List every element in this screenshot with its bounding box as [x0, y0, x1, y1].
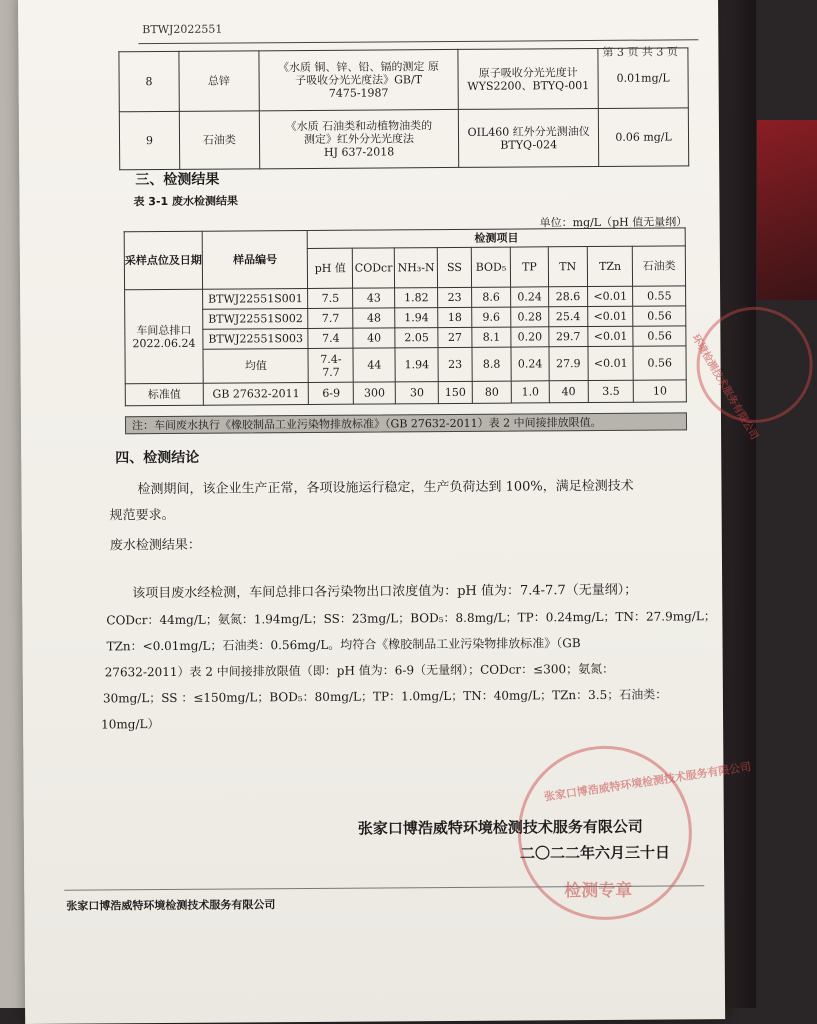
col-header: TP [511, 247, 549, 287]
method-limit: 0.01mg/L [598, 48, 688, 109]
paragraph-line: 27632-2011）表 2 中间接排放限值（即：pH 值为：6-9（无量纲）；CODcr：≤300；氨氮： [104, 661, 615, 680]
cell: 1.82 [395, 288, 438, 308]
cell: 0.55 [633, 286, 686, 306]
seal-arc-text: 张家口博浩威特环境检测技术服务有限公司 [543, 760, 752, 804]
cell: 7.4 [308, 328, 353, 348]
cell: 300 [354, 382, 396, 404]
table-row [125, 380, 686, 406]
cell: 8.8 [472, 347, 512, 381]
cell: 80 [472, 381, 512, 403]
unit-note: 单位：mg/L（pH 值无量纲） [539, 215, 688, 230]
std-name: GB 27632-2011 [203, 382, 309, 405]
cell: 0.56 [633, 326, 686, 346]
avg-ph: 7.4- 7.7 [308, 348, 353, 382]
cell: 6-9 [309, 382, 354, 404]
cell: 23 [438, 287, 472, 307]
col-header: BOD₅ [471, 247, 511, 287]
method-item: 石油类 [179, 111, 259, 170]
seal-center-text: 检测专章 [564, 880, 633, 902]
edge-seal-text: 环境检测技术服务有限公司 [689, 332, 760, 442]
cell: 1.94 [395, 348, 438, 382]
method-limit: 0.06 mg/L [598, 108, 688, 167]
cell: <0.01 [588, 326, 634, 346]
paragraph: 规范要求。 [109, 507, 175, 524]
cell: 0.24 [511, 287, 549, 307]
col-header: SS [438, 247, 472, 287]
cell: 0.28 [511, 307, 549, 327]
cell: 0.24 [511, 347, 549, 381]
footer-company: 张家口博浩威特环境检测技术服务有限公司 [66, 898, 276, 913]
col-header: pH 值 [308, 248, 353, 288]
method-no: 8 [119, 51, 179, 111]
table-caption: 表 3-1 废水检测结果 [133, 194, 239, 209]
cell: 3.5 [588, 380, 634, 402]
doc-id: BTWJ2022551 [142, 22, 223, 37]
section-title-conclusion: 四、检测结论 [115, 449, 200, 467]
cell: 1.0 [512, 381, 550, 403]
sampling-location: 车间总排口 2022.06.24 [125, 289, 204, 384]
paragraph-line: 10mg/L） [101, 717, 160, 732]
col-header: NH₃-N [394, 248, 437, 288]
section-title-results: 三、检测结果 [135, 171, 220, 189]
paragraph-line: 该项目废水经检测，车间总排口各污染物出口浓度值为：pH 值为：7.4-7.7（无量纲）； [132, 582, 638, 602]
cell: 2.05 [395, 328, 438, 348]
col-header: CODcr [353, 248, 395, 288]
methods-table [118, 47, 689, 170]
table-row [119, 48, 688, 112]
cell: 29.7 [549, 327, 588, 347]
cell: 8.1 [472, 327, 512, 347]
page-info: 第 3 页 共 3 页 [602, 45, 678, 59]
results-table [124, 227, 687, 406]
method-standard: 《水质 石油类和动植物油类的 测定》红外分光光度法 HJ 637-2018 [259, 109, 459, 168]
cell: <0.01 [588, 346, 634, 380]
cell: 150 [439, 381, 473, 403]
signature-company: 张家口博浩威特环境检测技术服务有限公司 [357, 817, 643, 838]
cell: 9.6 [471, 307, 511, 327]
cell: 48 [353, 308, 395, 328]
paragraph-line: 30mg/L；SS ：≤150mg/L；BOD₅：80mg/L；TP：1.0mg/L；TN：40mg/L；TZn：3.5；石油类： [102, 687, 668, 706]
paragraph: 废水检测结果： [109, 537, 201, 554]
cell: 1.94 [395, 308, 438, 328]
paragraph-line: TZn：<0.01mg/L；石油类：0.56mg/L。均符合《橡胶制品工业污染物排放标准》（GB [106, 636, 581, 654]
method-no: 9 [119, 111, 179, 169]
cell: 23 [438, 347, 472, 381]
cell: 0.20 [511, 327, 549, 347]
avg-label: 均值 [203, 348, 309, 383]
std-label: 标准值 [125, 383, 203, 406]
paragraph-line: CODcr：44mg/L；氨氮：1.94mg/L；SS：23mg/L；BOD₅：8.8mg/L；TP：0.24mg/L；TN：27.9mg/L； [106, 609, 716, 628]
signature-date: 二〇二二年六月三十日 [519, 843, 671, 863]
table-row [119, 108, 688, 170]
paragraph: 检测期间，该企业生产正常，各项设施运行稳定，生产负荷达到 100%，满足检测技术 [137, 478, 634, 498]
header-items: 检测项目 [308, 228, 686, 249]
cell: <0.01 [588, 286, 634, 306]
background-red-object [757, 120, 817, 300]
cell: 0.56 [633, 346, 686, 380]
col-header: TZn [587, 246, 633, 286]
cell: 10 [634, 380, 687, 402]
cell: 28.6 [548, 287, 587, 307]
method-instrument: 原子吸收分光光度计 WYS2200、BTYQ-001 [458, 48, 598, 109]
cell: 30 [395, 382, 438, 404]
cell: <0.01 [588, 306, 634, 326]
sample-id: BTWJ22551S001 [203, 288, 309, 309]
cell: 8.6 [471, 287, 511, 307]
method-standard: 《水质 铜、锌、铅、镉的测定 原 子吸收分光光度法》GB/T 7475-1987 [259, 49, 459, 110]
cell: 7.7 [308, 308, 353, 328]
cell: 27.9 [549, 347, 589, 381]
header-sample: 样品编号 [202, 230, 308, 289]
header-location: 采样点位及日期 [124, 231, 202, 290]
cell: 7.5 [308, 288, 353, 308]
col-header: 石油类 [633, 246, 686, 286]
table-note: 注：车间废水执行《橡胶制品工业污染物排放标准》（GB 27632-2011）表 2 中间接排放限值。 [125, 412, 687, 434]
method-item: 总锌 [179, 51, 259, 112]
cell: 40 [353, 328, 395, 348]
table-row [125, 346, 686, 384]
cell: 44 [353, 348, 395, 382]
method-instrument: OIL460 红外分光测油仪 BTYQ-024 [459, 108, 599, 167]
cell: 0.56 [633, 306, 686, 326]
sample-id: BTWJ22551S002 [203, 308, 309, 329]
cell: 43 [353, 288, 395, 308]
cell: 25.4 [548, 307, 587, 327]
sample-id: BTWJ22551S003 [203, 328, 309, 349]
cell: 27 [438, 327, 472, 347]
col-header: TN [548, 247, 588, 287]
cell: 40 [549, 381, 588, 403]
document-page [18, 0, 760, 1024]
cell: 18 [438, 307, 472, 327]
